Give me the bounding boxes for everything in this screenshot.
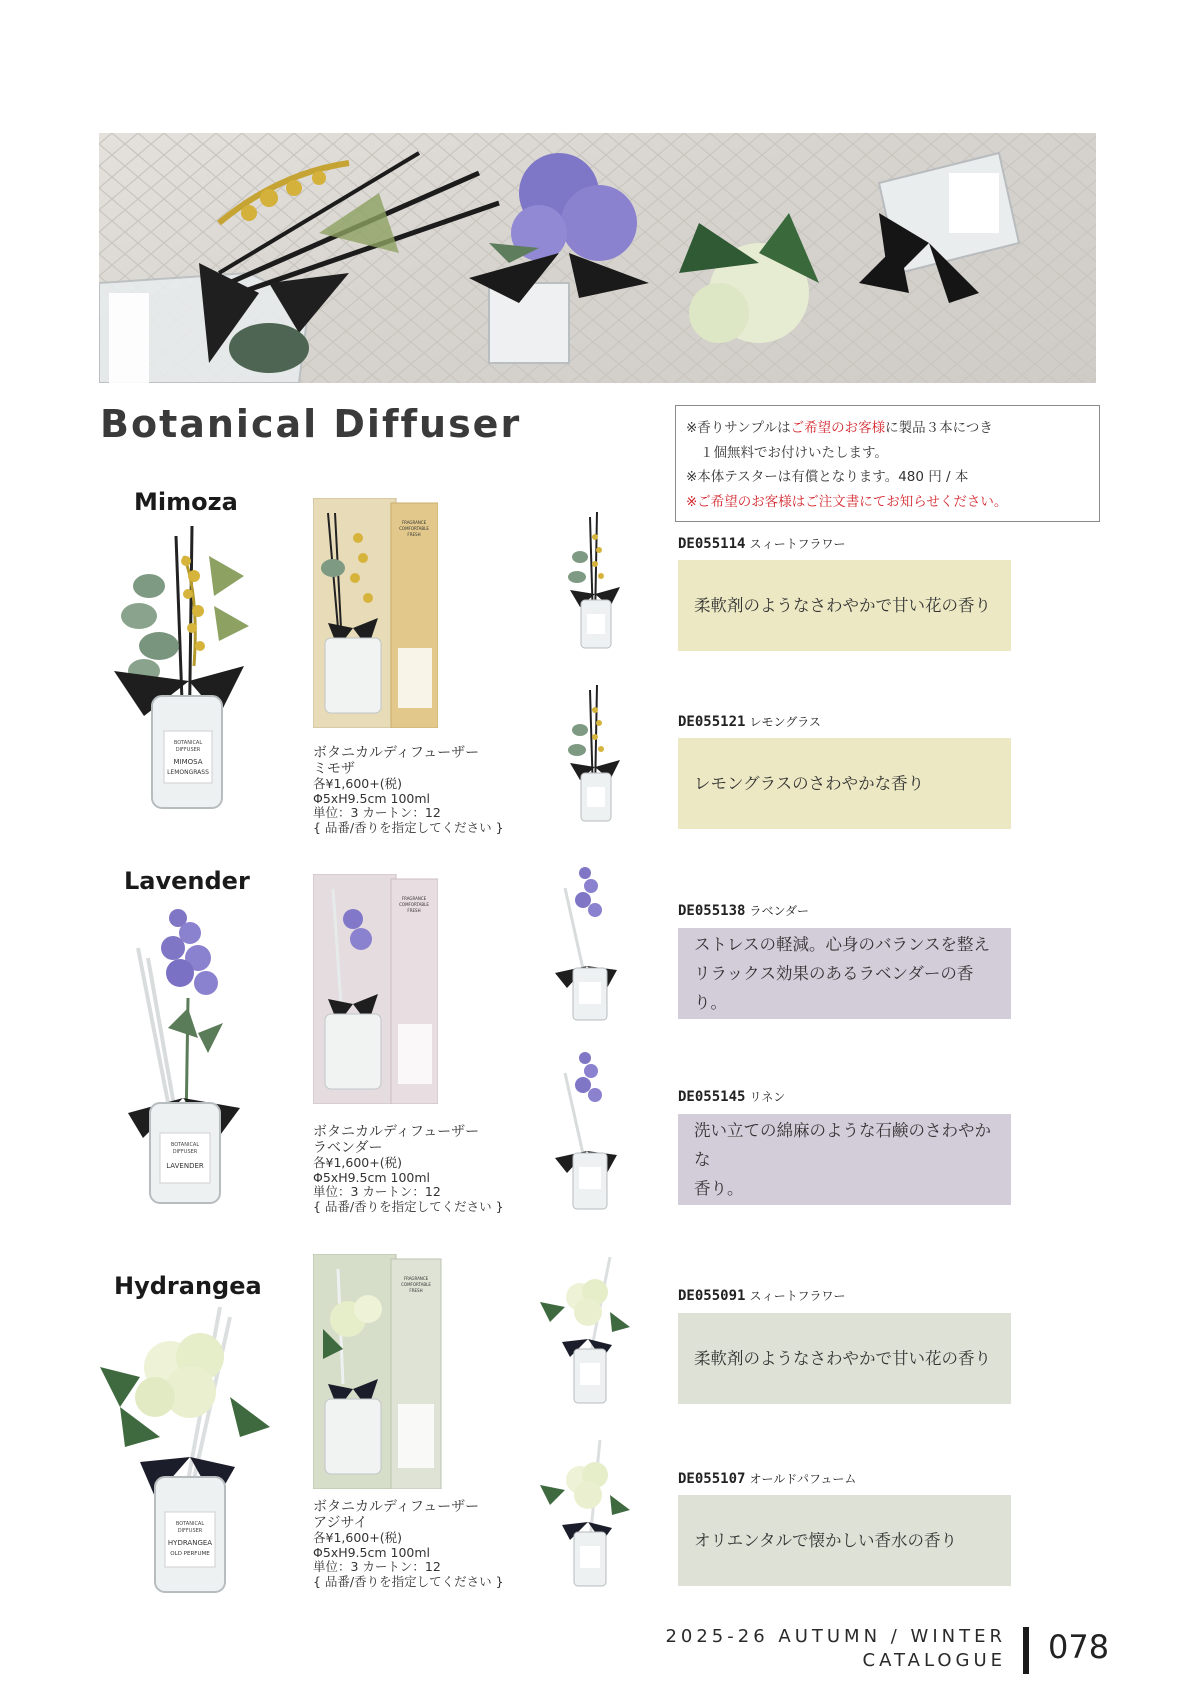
sample-notice-box <box>675 405 1100 522</box>
svg-text:BOTANICAL: BOTANICAL <box>175 1521 205 1527</box>
variant-code-line <box>678 713 821 730</box>
svg-text:FRAGRANCE: FRAGRANCE <box>401 520 427 525</box>
desc-line-2: リラックス効果のあるラベンダーの香り。 <box>694 964 974 1012</box>
page-number: 078 <box>1048 1628 1110 1666</box>
product-title-line2: アジサイ <box>313 1515 368 1531</box>
svg-text:FRESH: FRESH <box>407 532 421 537</box>
product-code: DE055121 <box>678 714 746 730</box>
product-size: Φ5xH9.5cm 100ml <box>313 1169 430 1185</box>
svg-text:COMFORTABLE: COMFORTABLE <box>401 1282 431 1287</box>
scent-name: リネン <box>749 1090 786 1104</box>
desc-line-1: ストレスの軽減。心身のバランスを整え <box>694 935 991 954</box>
scent-description-box <box>678 738 1011 829</box>
product-unit: 単位：3 カートン：12 <box>313 1184 441 1200</box>
catalogue-label <box>665 1625 1006 1673</box>
variant-code-line <box>678 1470 856 1487</box>
product-note: { 品番/香りを指定してください } <box>313 819 504 835</box>
product-title-line1: ボタニカルディフューザー <box>313 745 480 761</box>
lavender-product-info <box>313 1124 504 1214</box>
product-code: DE055114 <box>678 536 746 552</box>
product-price: 各¥1,600+(税) <box>313 1530 402 1545</box>
lavender-package-photo <box>313 874 438 1104</box>
svg-text:DIFFUSER: DIFFUSER <box>175 747 201 753</box>
svg-text:COMFORTABLE: COMFORTABLE <box>399 526 429 531</box>
notice-line-2: １個無料でお付けいたします。 <box>700 444 888 461</box>
product-code: DE055145 <box>678 1089 746 1105</box>
product-size: Φ5xH9.5cm 100ml <box>313 1544 430 1560</box>
product-title-line1: ボタニカルディフューザー <box>313 1124 480 1140</box>
scent-description-box <box>678 1495 1011 1586</box>
notice-line-3: ※本体テスターは有償となります。480 円 / 本 <box>686 469 969 485</box>
variant-code-line <box>678 1287 845 1304</box>
banner-photo <box>99 133 1096 383</box>
mimosa-diffuser-photo <box>114 516 264 816</box>
scent-name: ラベンダー <box>749 904 809 918</box>
hydrangea-diffuser-photo <box>100 1297 270 1597</box>
lavender-thumb-1 <box>555 858 620 1023</box>
svg-text:MIMOSA: MIMOSA <box>173 758 203 766</box>
hydrangea-thumb-2 <box>540 1440 630 1590</box>
scent-description-box <box>678 1313 1011 1404</box>
scent-description-box <box>678 560 1011 651</box>
mimosa-package-photo <box>313 498 438 728</box>
fragrance-name-lavender: Lavender <box>124 867 250 895</box>
mimosa-thumb-2 <box>565 685 625 825</box>
product-price: 各¥1,600+(税) <box>313 776 402 791</box>
lavender-thumb-2 <box>555 1043 620 1213</box>
variant-code-line <box>678 535 845 552</box>
svg-text:HYDRANGEA: HYDRANGEA <box>167 1539 213 1547</box>
hydrangea-thumb-1 <box>540 1257 630 1407</box>
fragrance-name-hydrangea: Hydrangea <box>114 1272 262 1300</box>
svg-text:LAVENDER: LAVENDER <box>166 1162 204 1170</box>
product-price: 各¥1,600+(税) <box>313 1155 402 1170</box>
desc-line-1: 柔軟剤のようなさわやかで甘い花の香り <box>694 596 991 615</box>
notice-line-4: ※ご希望のお客様はご注文書にてお知らせください。 <box>686 493 1008 510</box>
scent-name: レモングラス <box>749 715 821 729</box>
svg-text:FRESH: FRESH <box>409 1288 423 1293</box>
svg-text:BOTANICAL: BOTANICAL <box>170 1142 200 1148</box>
variant-code-line <box>678 1088 785 1105</box>
svg-text:FRAGRANCE: FRAGRANCE <box>403 1276 429 1281</box>
catalogue-word: CATALOGUE <box>862 1650 1006 1671</box>
desc-line-1: レモングラスのさわやかな香り <box>694 774 925 793</box>
desc-line-1: 洗い立ての綿麻のような石鹸のさわやかな <box>694 1121 991 1169</box>
product-unit: 単位：3 カートン：12 <box>313 1559 441 1575</box>
desc-line-1: 柔軟剤のようなさわやかで甘い花の香り <box>694 1349 991 1368</box>
product-code: DE055138 <box>678 903 746 919</box>
svg-text:FRESH: FRESH <box>407 908 421 913</box>
product-code: DE055107 <box>678 1471 746 1487</box>
svg-text:COMFORTABLE: COMFORTABLE <box>399 902 429 907</box>
catalogue-season: 2025-26 AUTUMN / WINTER <box>665 1626 1006 1647</box>
product-title-line2: ミモザ <box>313 761 355 777</box>
svg-text:OLD PERFUME: OLD PERFUME <box>170 1551 210 1557</box>
svg-text:DIFFUSER: DIFFUSER <box>177 1528 203 1534</box>
variant-code-line <box>678 902 809 919</box>
scent-name: スィートフラワー <box>749 1289 846 1303</box>
scent-description-box <box>678 1114 1011 1205</box>
hydrangea-package-photo <box>313 1254 443 1489</box>
scent-description-box <box>678 928 1011 1019</box>
product-code: DE055091 <box>678 1288 746 1304</box>
product-note: { 品番/香りを指定してください } <box>313 1198 504 1214</box>
footer-divider <box>1023 1627 1029 1674</box>
desc-line-2: 香り。 <box>694 1179 744 1198</box>
scent-name: スィートフラワー <box>749 537 846 551</box>
section-title: Botanical Diffuser <box>100 402 522 446</box>
product-size: Φ5xH9.5cm 100ml <box>313 790 430 806</box>
desc-line-1: オリエンタルで懐かしい香水の香り <box>694 1531 958 1550</box>
svg-text:LEMONGRASS: LEMONGRASS <box>167 769 209 776</box>
product-title-line2: ラベンダー <box>313 1140 383 1156</box>
product-note: { 品番/香りを指定してください } <box>313 1573 504 1589</box>
mimosa-thumb-1 <box>565 512 625 652</box>
svg-text:DIFFUSER: DIFFUSER <box>172 1149 198 1155</box>
notice-line-1: ※香りサンプルはご希望のお客様に製品３本につき <box>686 420 993 436</box>
scent-name: オールドパフューム <box>749 1472 857 1486</box>
lavender-diffuser-photo <box>128 898 243 1206</box>
svg-text:FRAGRANCE: FRAGRANCE <box>401 896 427 901</box>
product-title-line1: ボタニカルディフューザー <box>313 1499 480 1515</box>
fragrance-name-mimoza: Mimoza <box>134 488 238 516</box>
mimosa-product-info <box>313 745 504 835</box>
hydrangea-product-info <box>313 1499 504 1589</box>
svg-text:BOTANICAL: BOTANICAL <box>173 740 203 746</box>
product-unit: 単位：3 カートン：12 <box>313 805 441 821</box>
